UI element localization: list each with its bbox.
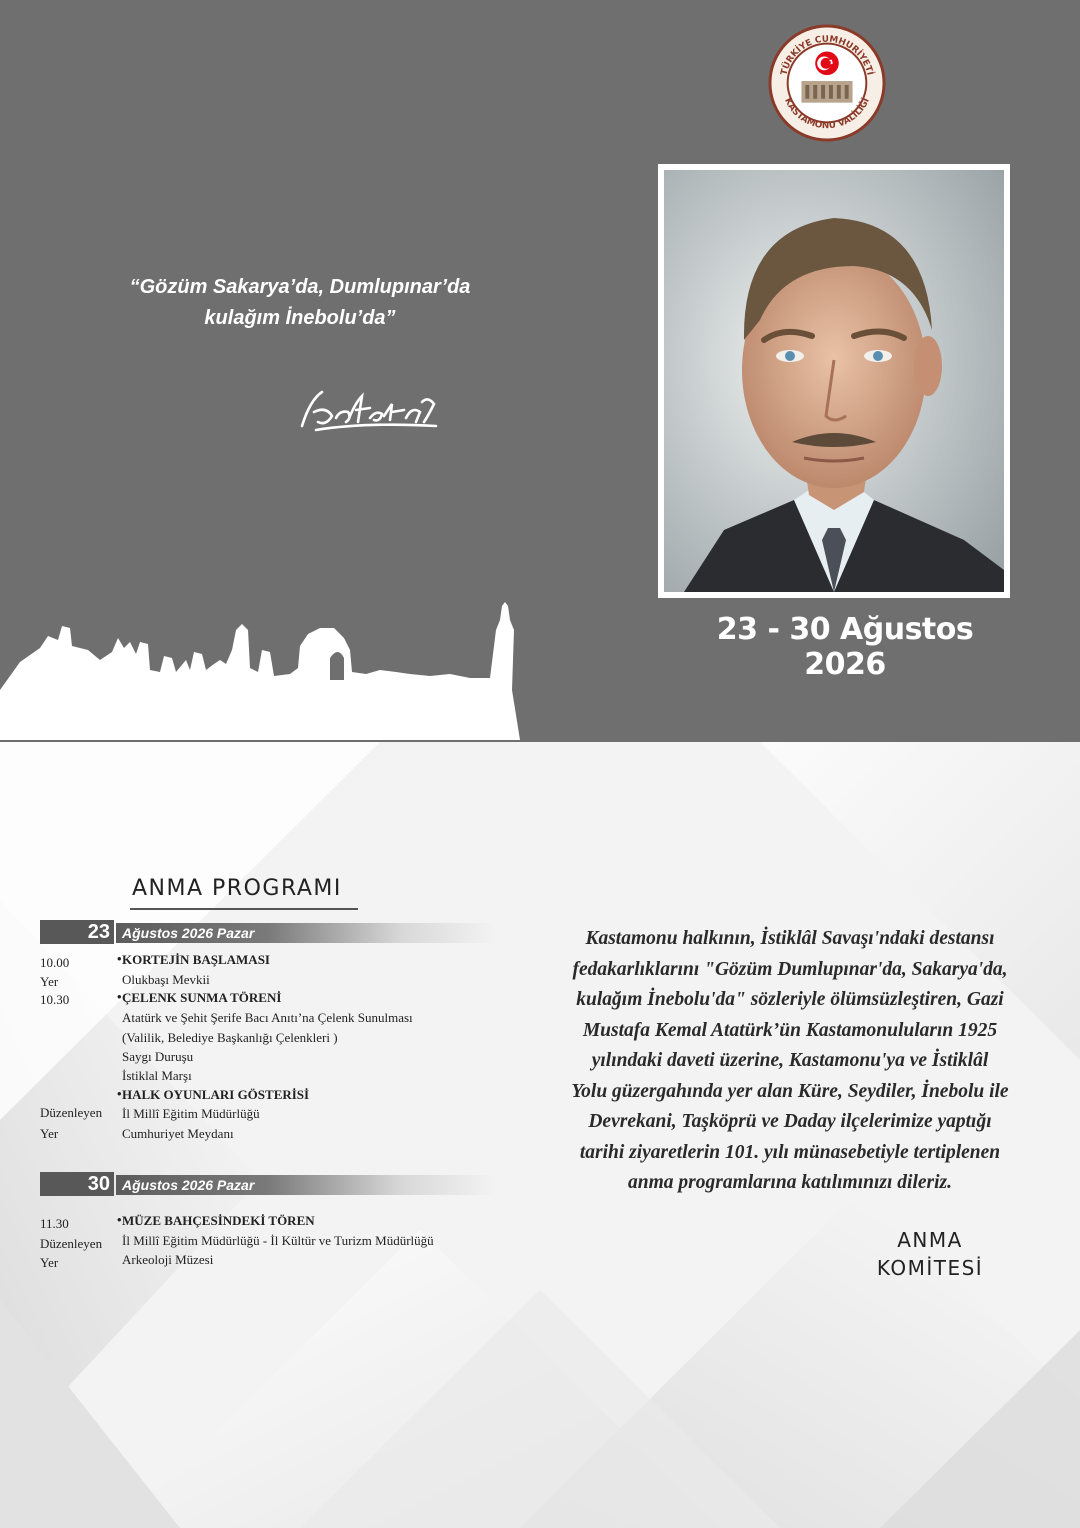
event-detail: Atatürk ve Şehit Şerife Bacı Anıtı’na Çelenk Sunulması [122,1010,413,1025]
event-dates: 23 - 30 Ağustos 2026 [716,612,974,682]
bullet-icon: • [117,951,122,966]
row-label: Yer [40,1255,59,1270]
row-label: 10.00 [40,955,70,970]
event-celenk: ÇELENK SUNMA TÖRENİ [122,990,282,1005]
row-label: 10.30 [40,992,70,1007]
day-number: 30 [40,1172,114,1196]
message-line: Devrekani, Taşköprü ve Daday ilçelerimize yaptığı [588,1111,992,1132]
event-muze-toren: MÜZE BAHÇESİNDEKİ TÖREN [122,1213,315,1228]
event-detail: Olukbaşı Mevkii [122,972,210,987]
event-detail: (Valilik, Belediye Başkanlığı Çelenkleri ) [122,1030,338,1045]
ataturk-quote [90,272,510,334]
bullet-icon: • [117,1086,122,1101]
committee-line-2: KOMİTESİ [876,1256,984,1280]
row-label: Düzenleyen [40,1105,103,1120]
event-detail: Arkeoloji Müzesi [122,1252,214,1267]
event-halk-oyunlari: HALK OYUNLARI GÖSTERİSİ [122,1087,310,1102]
event-detail: Saygı Duruşu [122,1049,194,1064]
event-detail: İl Millî Eğitim Müdürlüğü [122,1106,260,1121]
event-detail: Cumhuriyet Meydanı [122,1126,234,1141]
quote-line-1: “Gözüm Sakarya’da, Dumlupınar’da [129,276,471,298]
day-label: Ağustos 2026 Pazar [116,1175,496,1195]
seal-top-text: TÜRKİYE CUMHURİYETİ [779,34,875,77]
ataturk-signature [296,382,446,438]
event-detail: İstiklal Marşı [122,1068,192,1083]
committee-line-1: ANMA [897,1228,963,1252]
message-line: Yolu güzergahında yer alan Küre, Seydiler, İnebolu ile [571,1080,1009,1102]
day-bar-23 [40,920,496,944]
committee-signature [850,1226,1010,1282]
row-label: Yer [40,974,59,989]
message-line: fedakarlıklarını "Gözüm Dumlupınar'da, Sakarya'da, [572,958,1008,980]
bullet-icon: • [117,1212,122,1227]
message-line: tarihi ziyaretlerin 101. yılı münasebetiyle tertiplenen [579,1141,1001,1163]
bullet-icon: • [117,989,122,1004]
invitation-message [522,924,1058,1199]
quote-line-2: kulağım İnebolu’da” [204,307,396,329]
row-label: 11.30 [40,1216,69,1231]
program-title: ANMA PROGRAMI [132,876,342,901]
city-skyline-silhouette [0,590,560,750]
row-label: Düzenleyen [40,1236,103,1251]
message-line: kulağım İnebolu'da" sözleriyle ölümsüzleştiren, Gazi [576,989,1004,1010]
day-bar-30 [40,1172,496,1196]
message-line: yılındaki daveti üzerine, Kastamonu'ya ve İstiklâl [591,1050,989,1071]
portrait-frame [658,164,1010,598]
message-line: anma programlarına katılımınızı dileriz. [628,1172,952,1193]
row-label: Yer [40,1126,59,1141]
seal-bottom-text: KASTAMONU VALİLİĞİ [782,96,872,132]
event-detail: İl Millî Eğitim Müdürlüğü - İl Kültür ve Turizm Müdürlüğü [122,1233,434,1248]
day-number: 23 [40,920,114,944]
ataturk-portrait [664,170,1004,592]
kastamonu-valiligi-seal [768,24,886,142]
program-title-underline [130,908,358,910]
message-line: Mustafa Kemal Atatürk’ün Kastamonuluların 1925 [582,1019,998,1041]
event-kortej: KORTEJİN BAŞLAMASI [122,952,270,967]
message-line: Kastamonu halkının, İstiklâl Savaşı'ndaki destansı [585,928,995,949]
day-label: Ağustos 2026 Pazar [116,923,496,943]
